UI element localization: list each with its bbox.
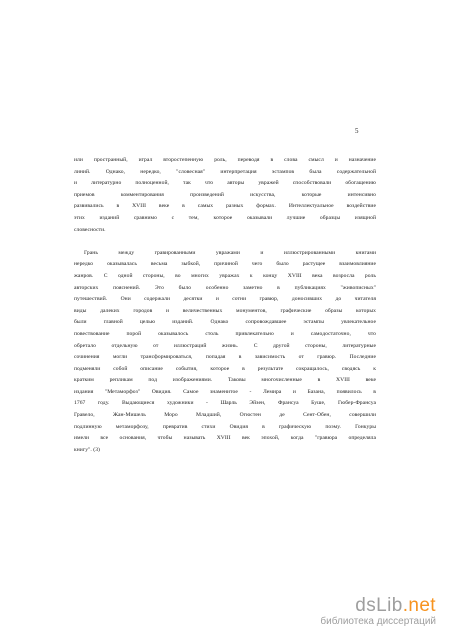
text-line: обретало отдельную от иллюстраций жизнь. С другой стороны, литературные — [74, 342, 376, 349]
watermark — [320, 596, 436, 628]
paragraph-2 — [74, 248, 376, 457]
watermark-brand-dot: . — [402, 595, 409, 616]
text-line: Грань между гравированными увражами и иллюстрированными книгами — [84, 249, 376, 256]
text-line: Гравело, Жан-Мишель Моро Младший, Огюстен де Сент-Обен, совершили — [74, 412, 376, 419]
text-line: линий. Однако, нередко, "словесная" интерпретация эстампов была содержательной — [74, 168, 376, 175]
text-line: словесности. — [74, 226, 106, 233]
text-line: развивались в XVIII веке в самых разных формах. Интеллектуальное воздействие — [74, 203, 376, 210]
text-line: повествование порой оказывалось столь привлекательно и самодостаточно, что — [74, 330, 376, 337]
text-line: виды далеких городов и величественных монументов, графические образы которых — [74, 307, 376, 314]
text-line: подлинную метаморфозу, превратив стихи Овидия в графическую поэму. Гонкуры — [74, 423, 376, 430]
text-line: жанров. С одной стороны, во многих увражах к концу XVIII века возросла роль — [74, 272, 376, 279]
text-line: подменяли собой описание события, которое в результате сокращалось, сводясь к — [74, 365, 376, 372]
text-line: нередко оказывалась весьма зыбкой, причиной чего было растущее взаимовлияние — [74, 261, 376, 268]
text-line: 1767 году. Выдающиеся художники - Шарль Эйзен, Франсуа Буше, Гюбер-Франсуа — [74, 400, 376, 407]
text-line: путешествий. Они содержали десятки и сотни гравюр, доносивших до читателя — [74, 296, 376, 303]
watermark-logo — [320, 596, 436, 616]
text-line: кратким репликам под изображениями. Таковы многочисленные в XVIII веке — [74, 377, 376, 384]
text-line: имели все основания, чтобы называть XVIII век эпохой, когда "гравюра определяла — [74, 435, 376, 442]
text-line: и литературно полноценной, так что авторы увражей способствовали обогащению — [74, 180, 376, 187]
document-body — [74, 155, 376, 456]
watermark-brand-part1: dsLib — [355, 595, 403, 616]
text-line: издания "Метаморфоз" Овидия. Самое знаменитое - Лемира и Базана, появилось в — [74, 388, 376, 395]
text-line: приемов комментирования произведений искусства, которые интенсивно — [74, 191, 376, 198]
text-line: этих изданий сравнимо с тем, которое оказывали лучшие образцы изящной — [74, 214, 376, 221]
watermark-brand-part2: net — [408, 595, 436, 616]
text-line: были главной целью изданий. Однако сопровождавшее эстампы увлекательное — [74, 319, 376, 326]
page-number: 5 — [355, 127, 359, 135]
text-line: книгу". (3) — [74, 446, 100, 453]
text-line: или пространный, играл второстепенную роль, переводя в слова смысл и назначение — [74, 157, 376, 163]
text-line: авторских пояснений. Это было особенно заметно в публикациях "живописных" — [74, 284, 376, 291]
text-line: сочинения могли трансформироваться, попадая в зависимость от гравюр. Последние — [74, 354, 376, 361]
paragraph-1 — [74, 155, 376, 236]
watermark-subtitle: библиотека диссертаций — [320, 616, 436, 627]
